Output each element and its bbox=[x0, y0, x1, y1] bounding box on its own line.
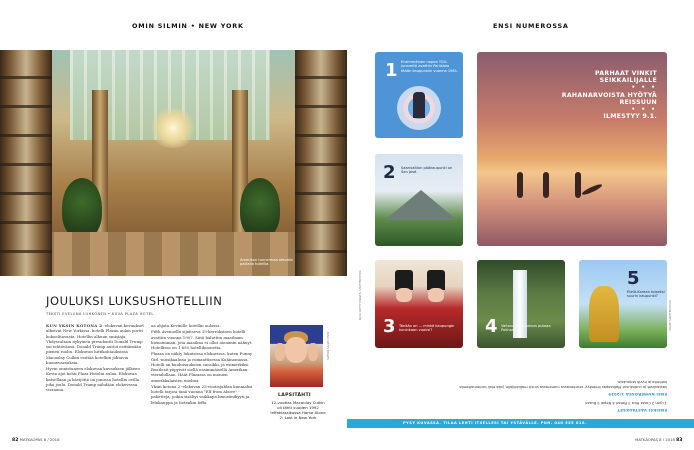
guard-hat bbox=[395, 270, 413, 290]
next-issue-title: ENSI NUMEROSSA 1/2019 bbox=[608, 392, 667, 396]
quiz-tile-1 bbox=[375, 52, 463, 138]
palm-tree bbox=[240, 178, 280, 238]
teaser-line: PARHAAT VINKIT SEIKKAILIJALLE bbox=[595, 70, 657, 85]
next-issue-teaser bbox=[537, 70, 657, 120]
lead-in: KUN YKSIN KOTONA 2 bbox=[46, 323, 103, 328]
right-page bbox=[347, 0, 694, 450]
paragraph: Fifth Avenuella sijaitseva 19-kerroksinen hotelli avattiin vuonna 1907. Siitä haluttiin maailman hienoimman, jota maailma ei ollut aiemmin nähnyt. Hotellissa on 1 650 hotellihuonetta. bbox=[151, 329, 253, 350]
golden-buddha bbox=[589, 286, 619, 342]
paragraph: Hyvin onnistuneen elokuvan kuvauksen jälkeen Kevin ajoi kohti Plaza Hotelin aulaa. Elokuvaa katsellaan ja kävijöitä on jonossa hotellin ovilla joka joulu. Donald Trump nähdään elokuvassa vieraana. bbox=[46, 366, 140, 392]
palm-tree bbox=[62, 178, 102, 238]
photo-caption: Amerikan tunnelmaa olevalla paikalla hotellia. bbox=[240, 257, 293, 266]
quiz-number: 4 bbox=[485, 316, 498, 337]
subscription-banner[interactable] bbox=[347, 419, 694, 428]
hand bbox=[275, 343, 285, 361]
quiz-number: 3 bbox=[383, 316, 396, 337]
guard-hat bbox=[427, 270, 445, 290]
answers-legend: 1 Lyon 2 Costa Rica 3 Pietari 4 Nepal 5 Busan bbox=[585, 401, 667, 405]
section-head: ENSI NUMEROSSA bbox=[493, 22, 569, 30]
sidebar-caption: 12-vuotias Macaulay Culkin oli tähti vuoden 1992 leffaklassikossa Home Alone 2: Lost in New York bbox=[270, 400, 326, 420]
photo-credit: KUVA: GETTY IMAGES bbox=[326, 332, 329, 360]
page-number: 83 bbox=[676, 438, 683, 443]
answers-title: ENSIKSI VASTAUKSET bbox=[617, 408, 667, 412]
quiz-question: Valtava Yetti-putous putoaa Pokhara... bbox=[501, 324, 551, 333]
teaser-dots: • • • bbox=[631, 106, 657, 114]
release-date: ILMESTYY 9.1. bbox=[603, 113, 657, 121]
folio-text: MATKAOPAS 8 / 2018 bbox=[635, 437, 675, 442]
quiz-tile-4 bbox=[477, 260, 565, 348]
face bbox=[396, 288, 412, 302]
hand bbox=[308, 343, 318, 361]
quiz-question: Tänään on ... minkä kaupungin kuninkaan vuoksi? bbox=[399, 324, 455, 333]
folio bbox=[635, 437, 683, 443]
paragraph-text: -elokuvan kuvaukset alkoivat New Yorkissa, hotelli Plazan aulan portit kokoelitavasta. Hotellin alkuun omistaja, Yhdysvaltain nykyinen presidentti Donald Trump sai tehtävänsä. Donald Trump auttoi esittämään pienen roolin. Elokuvan hittikohtauksissa Macaulay Culkin esittää hotelliin johtavia huonevarauksia. bbox=[46, 323, 144, 365]
surfer bbox=[543, 172, 549, 198]
rider-figure bbox=[413, 92, 425, 118]
banner-text: PYSY KUVASSA. TILAA LEHTI ITSELLESI TAI YSTÄVÄLLE. PUH. 040 555 010. bbox=[403, 421, 587, 425]
surfer bbox=[517, 172, 523, 198]
quiz-question: Saarivaltion pääkaupunki on San José. bbox=[401, 166, 453, 175]
section-head: OMIN SILMIN • NEW YORK bbox=[132, 22, 244, 30]
upside-down-answers bbox=[375, 352, 667, 414]
teaser-dots: • • • bbox=[631, 84, 657, 92]
macaulay-culkin-photo bbox=[270, 325, 323, 387]
volcano bbox=[385, 190, 457, 220]
quiz-number: 2 bbox=[383, 162, 396, 183]
door-left bbox=[0, 50, 52, 276]
photo-credit: KUVAT: SHUTTERSTOCK bbox=[669, 300, 672, 331]
paragraph bbox=[46, 323, 147, 365]
quiz-number: 5 bbox=[627, 268, 640, 289]
paragraph: Yksin kotona 2 -elokuvan 25-vuotisjuhlan kunniaksi hotelli tarjosi tänä vuonna "Elf from Above" -paketteja, joihin sisältyi vaikkapa limusiinikyyti ja lelukauppa ja tietenkin leffa. bbox=[151, 383, 253, 405]
body-column-2 bbox=[151, 323, 258, 406]
quiz-question: Ensimmäinen nopea TGV-junareitti avattiin Pariisista tähän kaupunkiin vuonna 1981. bbox=[401, 60, 459, 73]
face bbox=[428, 288, 444, 302]
body-column-1 bbox=[46, 323, 147, 393]
paragraph: Plazaa on nähty lukuisissa elokuvissa, kuten Funny Girl -musikaalissa ja romanttisessa Kuhinomassa. Hotelli on kuuluisuuksien suosikki, ja esimerkiksi Beatlesit yöpyivät siellä ensimmäisellä Amerikan-vierailullaan. Häät Plazassa on monien amerikkalaisten unelma. bbox=[151, 351, 253, 383]
surfboard bbox=[581, 183, 603, 197]
hotel-lobby-photo bbox=[0, 50, 347, 276]
door-right bbox=[295, 50, 347, 276]
paragraph: aa ohjata Kevinille hotellin aulassa. bbox=[151, 323, 221, 328]
photo-credit: KUVA: GETTY IMAGES, SHUTTERSTOCK bbox=[359, 270, 362, 321]
teaser-line: RAHANARVOISTA HYÖTYÄ REISSUUN bbox=[561, 91, 657, 106]
folio-text: MATKAOPAS 8 / 2018 bbox=[19, 437, 60, 442]
next-issue-text: Vastaukset ja uudistunut Matkaopas ilmestyy: seuraavassa numerossa vinkit matkailijalle, joka etsii tuntemattomia kohteita ja hyviä tarjouksia. bbox=[459, 380, 667, 389]
quiz-question: Etelä-Korean toiseksi suurin kaupunki? bbox=[627, 290, 665, 299]
chandelier bbox=[148, 108, 198, 148]
quiz-tile-3 bbox=[375, 260, 463, 348]
byline: TEKSTI EVELIINA LUHKONEN • KUVA PLAZA HOTEL bbox=[46, 312, 154, 316]
quiz-tile-2 bbox=[375, 154, 463, 246]
surfer bbox=[575, 172, 581, 198]
page-number: 82 bbox=[12, 438, 19, 443]
folio bbox=[12, 437, 60, 443]
quiz-tile-5 bbox=[579, 260, 667, 348]
article-headline: JOULUKSI LUKSUSHOTELLIIN bbox=[46, 294, 223, 308]
sidebar-title: LAPSITÄHTI bbox=[278, 393, 311, 398]
next-issue-photo bbox=[477, 52, 667, 246]
quiz-number: 1 bbox=[385, 60, 398, 81]
face bbox=[285, 337, 307, 363]
